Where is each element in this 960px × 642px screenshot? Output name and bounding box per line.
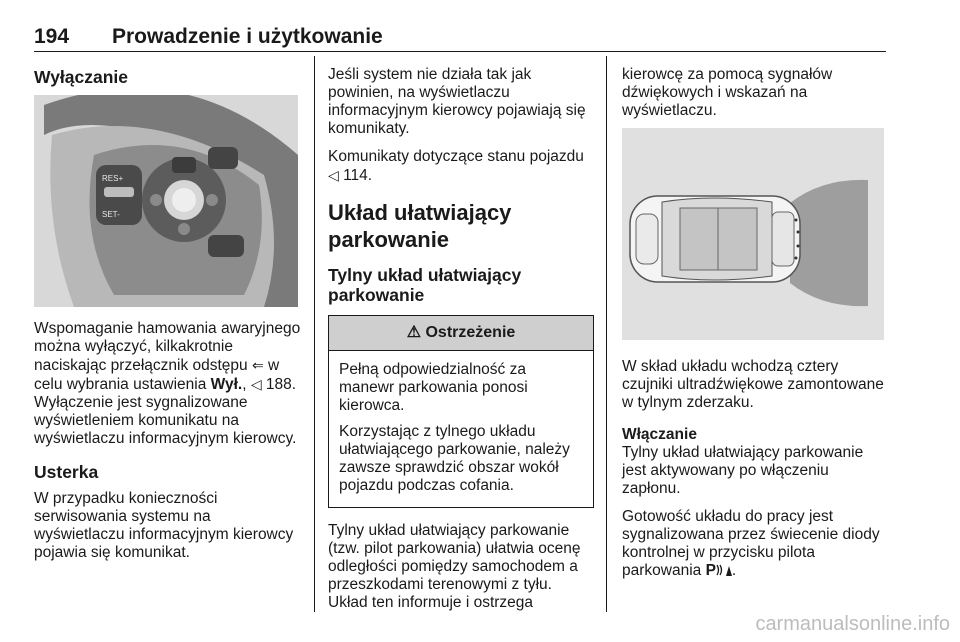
fault-heading: Usterka [34, 462, 99, 482]
column-2 [328, 66, 594, 622]
sensor-zone-shape [790, 180, 868, 306]
rear-parking-assist-heading: Tylny układ ułatwiający parkowanie [328, 265, 522, 305]
disable-text-3: , [242, 376, 251, 393]
parking-assist-icon-letter: P [705, 562, 716, 579]
malfunction-paragraph: Jeśli system nie działa tak jak powinien, na wyświetlaczu informacyjnym kierowcy pojawiają się komunikaty. [328, 66, 586, 137]
page-title: Prowadzenie i użytkowanie [112, 25, 383, 48]
disable-text-1: Wspomaganie hamowania awaryjnego można wyłączyć, kilkakrotnie naciskając przełącznik odstępu [34, 320, 301, 374]
parking-assist-icon [706, 562, 732, 579]
enable-heading: Włączanie [622, 426, 697, 443]
disable-paragraph [34, 320, 302, 448]
setting-off-label: Wył. [210, 376, 243, 393]
page-reference-icon: ◁ [250, 376, 262, 392]
column-1 [34, 66, 302, 96]
parking-waves-icon [716, 563, 732, 577]
res-label: RES+ [102, 174, 124, 183]
disable-text-4: 188. Wyłączenie jest sygnalizowane wyświetleniem komunikatu na wyświetlaczu informacyjnym kierowcy. [34, 376, 297, 447]
steering-wheel-illustration [34, 95, 298, 307]
warning-body [329, 351, 593, 507]
column-divider-right [606, 56, 607, 612]
parking-assist-heading: Układ ułatwiający parkowanie [328, 200, 512, 252]
column-divider-left [314, 56, 315, 612]
readiness-period: . [731, 562, 737, 579]
column-1-text [34, 320, 302, 572]
vehicle-messages-text: Komunikaty dotyczące stanu pojazdu [328, 148, 584, 165]
vehicle-messages-page: 114. [338, 167, 373, 184]
warning-header [329, 316, 593, 351]
warning-title: Ostrzeżenie [425, 324, 516, 341]
disable-text-2: w celu wybrania ustawienia [34, 357, 280, 393]
distance-switch-icon: ⇐ [251, 357, 264, 373]
column-3 [622, 66, 886, 130]
warning-icon: ⚠ [406, 324, 422, 341]
readiness-paragraph [622, 508, 886, 580]
car-sensor-figure [622, 128, 884, 340]
sensors-paragraph: W skład układu wchodzą cztery czujniki ultradźwiękowe zamontowane w tylnym zderzaku. [622, 358, 884, 411]
enable-paragraph: Tylny układ ułatwiający parkowanie jest aktywowany po włączeniu zapłonu. [622, 444, 864, 497]
column-3-text [622, 358, 886, 590]
page-number: 194 [34, 25, 70, 48]
car-sensor-illustration [622, 128, 884, 340]
parking-pilot-paragraph: Tylny układ ułatwiający parkowanie (tzw. pilot parkowania) ułatwia ocenę odległości pomiędzy samochodem a przeszkodami terenowymi z tyłu. Układ ten informuje i ostrzega [328, 522, 581, 611]
warning-paragraph-2: Korzystając z tylnego układu ułatwiającego parkowanie, należy zawsze sprawdzić obszar wokół pojazdu podczas cofania. [339, 423, 570, 494]
page-reference-icon: ◁ [328, 167, 339, 183]
readiness-text: Gotowość układu do pracy jest sygnalizowana przez świecenie diody kontrolnej w przycisku pilota parkowania [622, 508, 880, 579]
driver-signals-paragraph: kierowcę za pomocą sygnałów dźwiękowych i wskazań na wyświetlaczu. [622, 66, 833, 119]
steering-wheel-figure [34, 95, 298, 307]
warning-box [328, 315, 594, 508]
watermark: carmanualsonline.info [755, 613, 950, 635]
page-header [34, 25, 886, 52]
fault-paragraph: W przypadku konieczności serwisowania systemu na wyświetlaczu informacyjnym kierowcy pojawia się komunikat. [34, 490, 294, 561]
set-label: SET- [102, 210, 120, 219]
section-heading-wylaczanie: Wyłączanie [34, 67, 129, 87]
warning-paragraph-1: Pełną odpowiedzialność za manewr parkowania ponosi kierowca. [339, 361, 528, 414]
vehicle-messages-paragraph [328, 148, 594, 185]
